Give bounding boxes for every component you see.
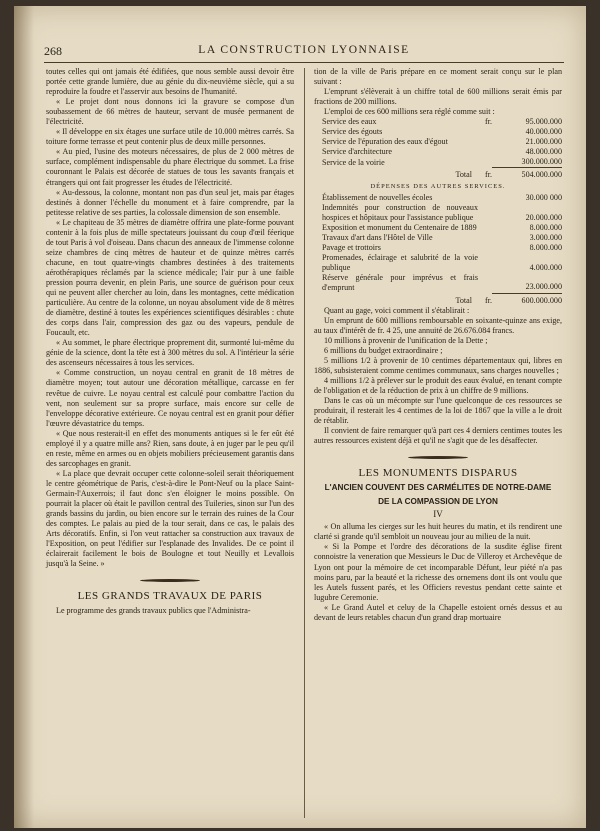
row-amount: 23.000.000 xyxy=(525,282,562,292)
section-title: LES MONUMENTS DISPARUS xyxy=(358,467,518,480)
paragraph: L'emprunt s'élèverait à un chiffre total de 600 millions serait émis par fractions de 200 millions. xyxy=(314,87,562,107)
row-currency xyxy=(478,273,492,293)
budget-table-other xyxy=(314,193,562,306)
table-row xyxy=(314,137,562,147)
total-amount: 600.000.000 xyxy=(492,293,562,306)
table-subheading: DÉPENSES DES AUTRES SERVICES. xyxy=(370,182,506,190)
table-row xyxy=(314,127,562,137)
row-label: Service de la voirie xyxy=(322,157,385,167)
paragraph: L'emploi de ces 600 millions sera réglé comme suit : xyxy=(324,107,495,117)
section-ornament xyxy=(46,575,294,583)
row-currency xyxy=(478,243,492,253)
row-label: Service d'architecture xyxy=(322,147,392,157)
paragraph: toutes celles qui ont jamais été édifiées, que nous semble aussi devoir être portée cette grande lumière, due au génie du dix-neuvième siècle, qui a su reproduire la foudre et l'asservir aux besoins de l'humanité. xyxy=(46,67,294,97)
part-number: IV xyxy=(433,509,443,520)
paragraph: 10 millions à provenir de l'unification de la Dette ; xyxy=(324,335,488,345)
row-currency xyxy=(478,137,492,147)
paragraph: 6 millions du budget extraordinaire ; xyxy=(324,345,443,355)
table-row xyxy=(314,253,562,273)
row-amount: 300.000.000 xyxy=(521,157,562,167)
left-column xyxy=(46,67,294,616)
row-currency xyxy=(478,203,492,223)
table-row xyxy=(314,273,562,293)
header-rule xyxy=(44,62,564,63)
paragraph: « On alluma les cierges sur les huit heures du matin, et ils rendirent une clarté si grande qu'il sembloit un nouveau jour au milieu de la nuit. xyxy=(314,522,562,542)
paragraph: Quant au gage, voici comment il s'établirait : xyxy=(324,305,470,315)
article-subtitle: L'ANCIEN COUVENT DES CARMÉLITES DE NOTRE-DAME xyxy=(324,483,552,493)
page-spine-shadow xyxy=(14,6,34,828)
row-label: Travaux d'art dans l'Hôtel de Ville xyxy=(322,232,433,242)
paragraph: « Comme construction, un noyau central en granit de 18 mètres de diamètre moyen; tout autour une décoration métallique, carcasse en fer revêtue de cuivre. Le noyau central est calculé pour combattre l'action du vent, non seulement sur sa propre surface, mais encore sur celle de l'enveloppe décorative extérieure. Ce noyau central est en granit pour défier l'œuvre dévastatrice du temps. xyxy=(46,368,294,428)
section-title: LES GRANDS TRAVAUX DE PARIS xyxy=(77,590,263,603)
row-label: Réserve générale pour imprévus et frais d'emprunt xyxy=(322,272,478,292)
row-amount: 48.000.000 xyxy=(525,147,562,157)
table-row xyxy=(314,157,562,168)
table-row xyxy=(314,117,562,127)
section-ornament xyxy=(314,452,562,460)
paragraph: « Au pied, l'usine des moteurs nécessaires, de plus de 2 000 mètres de surface, complément indispensable du phare électrique du sommet. La frise couronnant le Palais est décorée de statues de tous les savants français et étrangers qui ont fait progresser les études de l'électricité. xyxy=(46,147,294,187)
table-row xyxy=(314,243,562,253)
total-row xyxy=(314,168,562,181)
row-amount: 8.000.000 xyxy=(529,222,562,232)
row-label: Service de l'épuration des eaux d'égout xyxy=(322,137,448,147)
row-amount: 3.000.000 xyxy=(529,232,562,242)
paragraph: « Si la Pompe et l'ordre des décorations de la susdite église firent connoistre la veneration que Messieurs le Duc de Villeroy et Archevêque de Lyon ont pour la mémoire de cet incomparable Défunt, leur piété n'a pas moins paru, par la beauté et la richesse des ornemens dont ils ont voulu que les Autels fussent parés, et les Officiers revestus pendant cette sainte et lugubre Ceremonie. xyxy=(314,542,562,602)
paragraph: « La place que devrait occuper cette colonne-soleil serait théoriquement le centre géométrique de Paris, c'est-à-dire le Pont-Neuf ou la place Saint-Germain-l'Auxerrois; il faut donc s'en éloigner le moins possible. On pourrait la placer où était le pavillon central des Tuileries, sinon sur l'un des grands bassins du jardin, ou bien encore sur le terrain des ruines de la Cour des comptes. Le palais au pied de la tour serait, dans ce cas, le palais des Arts décoratifs. Enfin, si l'on veut rattacher sa construction aux travaux de l'Exposition, on peut l'édifier sur l'esplanade des Invalides. De ce point il éclairerait facilement le bois de Boulogne et tout Neuilly et Levallois jusqu'à la Seine. » xyxy=(46,468,294,569)
table-row xyxy=(314,233,562,243)
paragraph: 5 millions 1/2 à provenir de 10 centimes départementaux qui, libres en 1886, subsisteraient comme centimes communaux, sans charges nouvelles ; xyxy=(314,355,562,375)
row-label: Pavage et trottoirs xyxy=(322,242,381,252)
paragraph: Il convient de faire remarquer qu'à part ces 4 derniers centimes toutes les autres ressources existent déjà et qu'il ne s'agit que de les désaffecter. xyxy=(314,426,562,446)
page-number: 268 xyxy=(44,44,62,58)
table-row xyxy=(314,203,562,223)
row-label: Indemnités pour construction de nouveaux hospices et hôpitaux pour l'assistance publique xyxy=(322,202,478,222)
row-label: Service des eaux xyxy=(322,117,377,127)
row-label: Établissement de nouvelles écoles xyxy=(322,192,433,202)
total-amount: 504.000.000 xyxy=(492,168,562,181)
table-row xyxy=(314,147,562,157)
running-header xyxy=(44,44,564,60)
paragraph: tion de la ville de Paris prépare en ce moment serait conçu sur le plan suivant : xyxy=(314,67,562,87)
row-amount: 95.000.000 xyxy=(525,117,562,127)
total-label: Total xyxy=(455,170,472,180)
row-label: Service des égouts xyxy=(322,127,383,137)
row-currency xyxy=(478,233,492,243)
table-row xyxy=(314,223,562,233)
paragraph: « Au sommet, le phare électrique proprement dit, surmonté lui-même du génie de la science, dont la tête est à 300 mètres du sol. A l'intérieur la série des ascenseurs nécessaires à tous les services. xyxy=(46,338,294,368)
budget-table-services xyxy=(314,117,562,180)
row-currency xyxy=(478,223,492,233)
total-currency: fr. xyxy=(485,295,492,305)
row-label: Promenades, éclairage et salubrité de la voie publique xyxy=(322,252,478,272)
row-amount: 30.000 000 xyxy=(525,192,562,202)
paragraph: Le programme des grands travaux publics que l'Administra- xyxy=(56,606,251,616)
row-amount: 20.000.000 xyxy=(525,212,562,222)
row-currency xyxy=(478,127,492,137)
right-column xyxy=(314,67,562,623)
paragraph: « Le projet dont nous donnons ici la gravure se compose d'un soubassement de 66 mètres de hauteur, servant de musée permanent de l'électricité. xyxy=(46,97,294,127)
total-currency: fr. xyxy=(485,170,492,180)
row-label: Exposition et monument du Centenaire de 1889 xyxy=(322,222,477,232)
row-amount: 4.000.000 xyxy=(529,262,562,272)
row-currency xyxy=(478,253,492,273)
paragraph: Dans le cas où un mécompte sur l'une quelconque de ces ressources se produirait, il resterait les 4 centimes de la loi de 1867 que la ville a le droit de rétablir. xyxy=(314,396,562,426)
row-amount: 40.000.000 xyxy=(525,127,562,137)
scanned-page xyxy=(14,6,586,828)
paragraph: « Le Grand Autel et celuy de la Chapelle estoient ornés dessus et au devant de leurs retables chacun d'un grand drap mortuaire xyxy=(314,602,562,622)
journal-title: LA CONSTRUCTION LYONNAISE xyxy=(198,44,410,56)
paragraph: 4 millions 1/2 à prélever sur le produit des eaux évalué, en tenant compte de l'obligation et de la réduction de prix à un chiffre de 9 millions. xyxy=(314,375,562,395)
total-row xyxy=(314,293,562,306)
paragraph: Un emprunt de 600 millions remboursable en soixante-quinze ans exige, au taux d'intérêt de fr. 4 25, une annuité de 26.676.084 francs. xyxy=(314,315,562,335)
paragraph: « Il développe en six étages une surface utile de 10.000 mètres carrés. Sa toiture forme terrasse et peut contenir plus de deux mille personnes. xyxy=(46,127,294,147)
row-currency xyxy=(478,157,492,168)
paragraph: « Au-dessous, la colonne, montant non pas d'un seul jet, mais par étages destinés à donner l'échelle du monument et à faire comprendre, par la petitesse relative de ses parties, la colossale dimension de son ensemble. xyxy=(46,187,294,217)
paragraph: « Le chapiteau de 35 mètres de diamètre offrira une plate-forme pouvant contenir à la fois plus de mille spectateurs jouissant du coup d'œil féerique de tout Paris à vol d'oiseau. Dans chacun des anneaux de l'immense colonne seize chambres de cinq mètres de hauteur et de quinze mètres carrés chacune, en tout quatre-vingts chambres destinées à des traitements aérothérapiques réclamés par la science médicale; l'air pur à une faible pression pourra devenir, en plein Paris, une source de guérison pour ceux qui ne peuvent aller chercher au loin, dans les montagnes, cette médication particulière. Au centre de la colonne, un noyau absolument vide de 8 mètres de diamètre, destiné à toutes les expériences scientifiques désirables : chute des corps dans l'air, compression des gaz ou des vapeurs, pendule de Foucault, etc. xyxy=(46,217,294,338)
table-row xyxy=(314,193,562,203)
article-subtitle: DE LA COMPASSION DE LYON xyxy=(378,497,498,507)
row-currency xyxy=(478,147,492,157)
row-amount: 8.000.000 xyxy=(529,242,562,252)
row-amount: 21.000.000 xyxy=(525,137,562,147)
total-label: Total xyxy=(455,295,472,305)
row-currency xyxy=(478,193,492,203)
row-currency: fr. xyxy=(485,117,492,127)
column-divider xyxy=(304,68,305,818)
paragraph: « Que nous resterait-il en effet des monuments antiques si le fer eût été employé il y a quatre mille ans? Rien, sans doute, à en juger par le peu qu'il en reste, même en armes ou en objets mobiliers précieusement garantis dans des sarcophages en granit. xyxy=(46,428,294,468)
